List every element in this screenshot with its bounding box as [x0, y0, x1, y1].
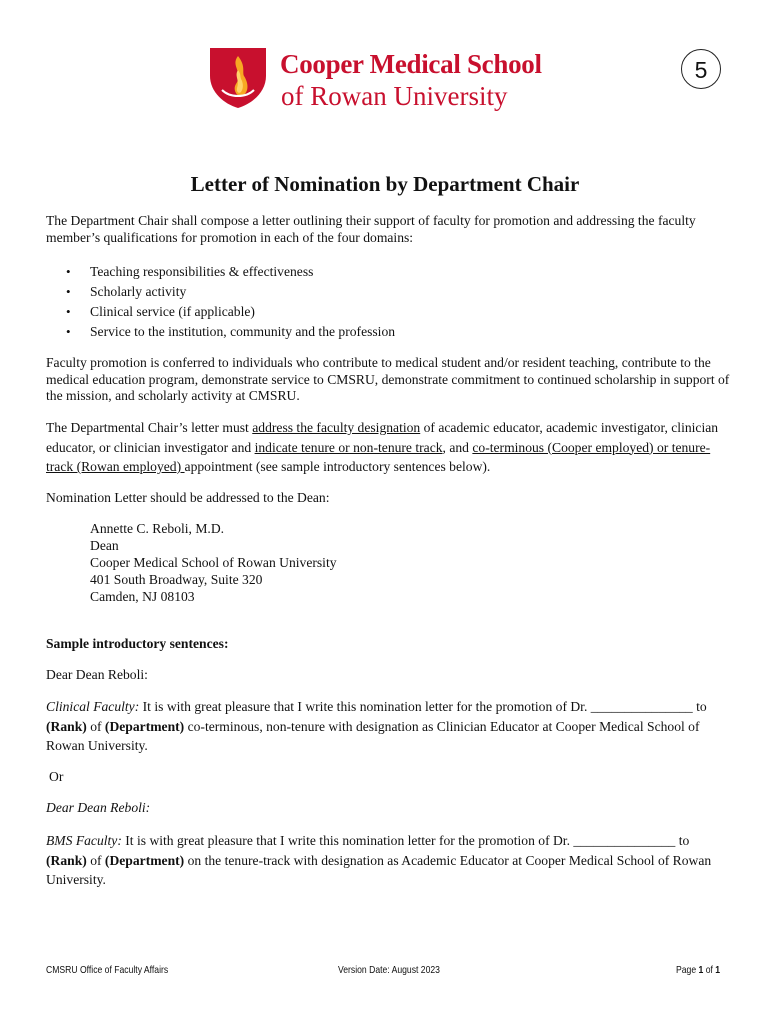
footer-page-total: 1 [715, 964, 721, 976]
address-line: Cooper Medical School of Rowan University [90, 555, 337, 570]
sample-heading: Sample introductory sentences: [46, 636, 229, 651]
department-placeholder: (Department) [104, 852, 185, 868]
salutation: Dear Dean Reboli: [46, 800, 151, 815]
footer-office: CMSRU Office of Faculty Affairs [46, 964, 169, 976]
sample-text: of [86, 852, 105, 868]
address-line: Dean [90, 538, 119, 553]
footer-page-prefix: Page [676, 964, 699, 976]
cmsru-logo-shield [208, 46, 268, 110]
clinical-sample [46, 697, 732, 756]
list-item: • Scholarly activity [66, 282, 395, 302]
list-item: • Service to the institution, community and the profession [66, 322, 395, 342]
footer-page-current: 1 [698, 964, 704, 976]
sample-text: co-terminous, non-tenure with designation as Clinician Educator at Cooper Medical School of Rowan University. [46, 718, 700, 753]
domains-list [66, 262, 395, 342]
chair-text: The Departmental Chair’s letter must [46, 420, 253, 435]
sample-text: It is with great pleasure that I write this nomination letter for the promotion of Dr. _______________ to [139, 699, 707, 714]
or-separator: Or [49, 769, 64, 784]
clinical-label: Clinical Faculty: [46, 699, 140, 714]
chair-text: appointment (see sample introductory sentences below). [184, 459, 491, 474]
tenure-track-requirement: indicate tenure or non-tenure track [254, 439, 443, 455]
address-line: 401 South Broadway, Suite 320 [90, 572, 263, 587]
intro-paragraph: The Department Chair shall compose a letter outlining their support of faculty for promotion and addressing the faculty member’s qualifications for promotion in each of the four domains: [46, 213, 696, 245]
address-intro: Nomination Letter should be addressed to the Dean: [46, 490, 330, 505]
employment-requirement: co-terminous (Cooper employed) or tenure-track (Rowan employed) [46, 439, 711, 474]
logo-line2: of Rowan University [281, 81, 508, 111]
footer-version: Version Date: August 2023 [338, 964, 440, 976]
list-item: • Clinical service (if applicable) [66, 302, 395, 322]
dean-address [90, 520, 337, 605]
list-item: • Teaching responsibilities & effectiveness [66, 262, 395, 282]
sample-text: It is with great pleasure that I write this nomination letter for the promotion of Dr. _______________ to [121, 833, 690, 848]
bms-sample [46, 831, 732, 890]
rank-placeholder: (Rank) [46, 718, 87, 734]
sample-text: of [86, 718, 105, 734]
chair-letter-paragraph [46, 418, 732, 477]
logo-line1: Cooper Medical School [280, 49, 542, 79]
faculty-designation-requirement: address the faculty designation [252, 420, 421, 435]
chair-text: of academic educator, academic investigator, clinician educator, or clinician investigator and [46, 420, 719, 455]
page-title: Letter of Nomination by Department Chair [190, 172, 580, 196]
department-placeholder: (Department) [104, 718, 185, 734]
footer-page [676, 964, 720, 976]
chair-text: , and [442, 439, 473, 455]
address-line: Camden, NJ 08103 [90, 589, 195, 604]
sample-text: on the tenure-track with designation as Academic Educator at Cooper Medical School of Rowan University. [46, 852, 712, 887]
footer-page-of: of [703, 964, 716, 976]
rank-placeholder: (Rank) [46, 852, 87, 868]
bms-label: BMS Faculty: [46, 833, 122, 848]
salutation: Dear Dean Reboli: [46, 667, 148, 682]
address-line: Annette C. Reboli, M.D. [90, 521, 225, 536]
promotion-paragraph: Faculty promotion is conferred to individuals who contribute to medical student and/or resident teaching, contribute to the medical education program, demonstrate service to CMSRU, demonstrate commitment to continued scholarship in support of the mission, and scholarly activity at CMSRU. [46, 355, 730, 403]
page-number-badge: 5 [681, 49, 721, 89]
